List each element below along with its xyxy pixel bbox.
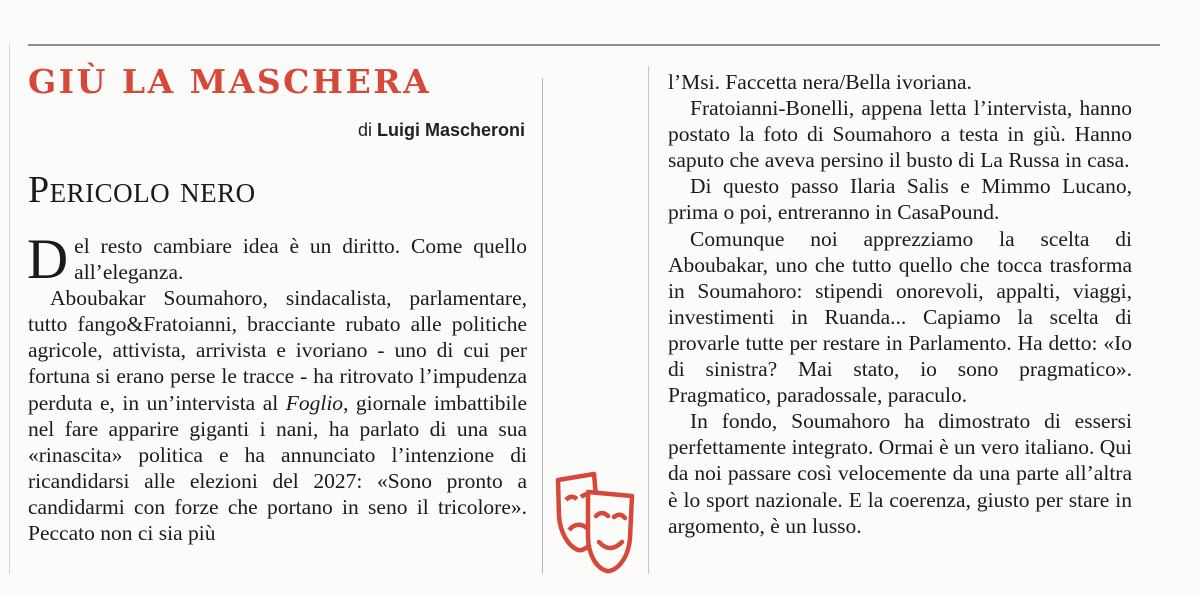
paragraph: In fondo, Soumahoro ha dimostrato di essersi perfettamente integrato. Ormai è un vero italiano. Qui da noi passare così velocemente da una parte all’altra è lo sport nazionale. E la coerenza, giusto per stare in argomento, è un lusso. (668, 409, 1132, 538)
column-divider (542, 78, 543, 574)
newspaper-name: Foglio (285, 390, 344, 415)
paragraph-text-end: , giornale imbattibile nel fare apparire giganti i nani, ha parlato di una sua «rinascita» politica e ha annunciato l’intenzione di ricandidarsi alle elezioni del 2027: «Sono pronto a candidarmi con forze che portano in seno il tricolore». Peccato non ci sia più (28, 390, 527, 546)
top-rule (28, 44, 1160, 46)
byline-prefix: di (357, 120, 372, 140)
byline (358, 120, 525, 141)
page-edge-line (9, 44, 10, 574)
article-column-right (668, 69, 1132, 539)
theatre-masks-icon (554, 470, 636, 575)
paragraph-continued: l’Msi. Faccetta nera/Bella ivoriana. (668, 70, 972, 94)
paragraph-text: Aboubakar Soumahoro, sindacalista, parlamentare, tutto fango&Fratoianni, bracciante rubato alle politiche agricole, attivista, arrivista e ivoriano - uno di cui per fortuna si erano perse le tracce - ha ritrovato l’impudenza perduta e, in un’intervista al (28, 286, 527, 415)
paragraph-intro (27, 228, 527, 291)
drop-cap: D (27, 228, 69, 291)
paragraph: Fratoianni-Bonelli, appena letta l’intervista, hanno postato la foto di Soumahoro a testa in giù. Hanno saputo che aveva persino il busto di La Russa in casa. (668, 96, 1132, 173)
paragraph (28, 285, 527, 546)
byline-author: Luigi Mascheroni (376, 120, 525, 140)
article-column-left (27, 228, 527, 546)
column-rubric: GIÙ LA MASCHERA (28, 62, 432, 101)
paragraph: Comunque noi apprezziamo la scelta di Aboubakar, uno che tutto quello che tocca trasforma in Soumahoro: stipendi onorevoli, appalti, viaggi, investimenti in Ruanda... Capiamo la scelta di provarle tutte per restare in Parlamento. Ha detto: «Io di sinistra? Mai stato, io sono pragmatico». Pragmatico, paradossale, paraculo. (668, 226, 1132, 408)
paragraph-intro-text: el resto cambiare idea è un diritto. Come quello all’eleganza. (74, 234, 527, 285)
paragraph: Di questo passo Ilaria Salis e Mimmo Lucano, prima o poi, entreranno in CasaPound. (668, 174, 1132, 225)
column-divider-right (648, 66, 649, 574)
article-headline: Pericolo nero (28, 169, 256, 211)
